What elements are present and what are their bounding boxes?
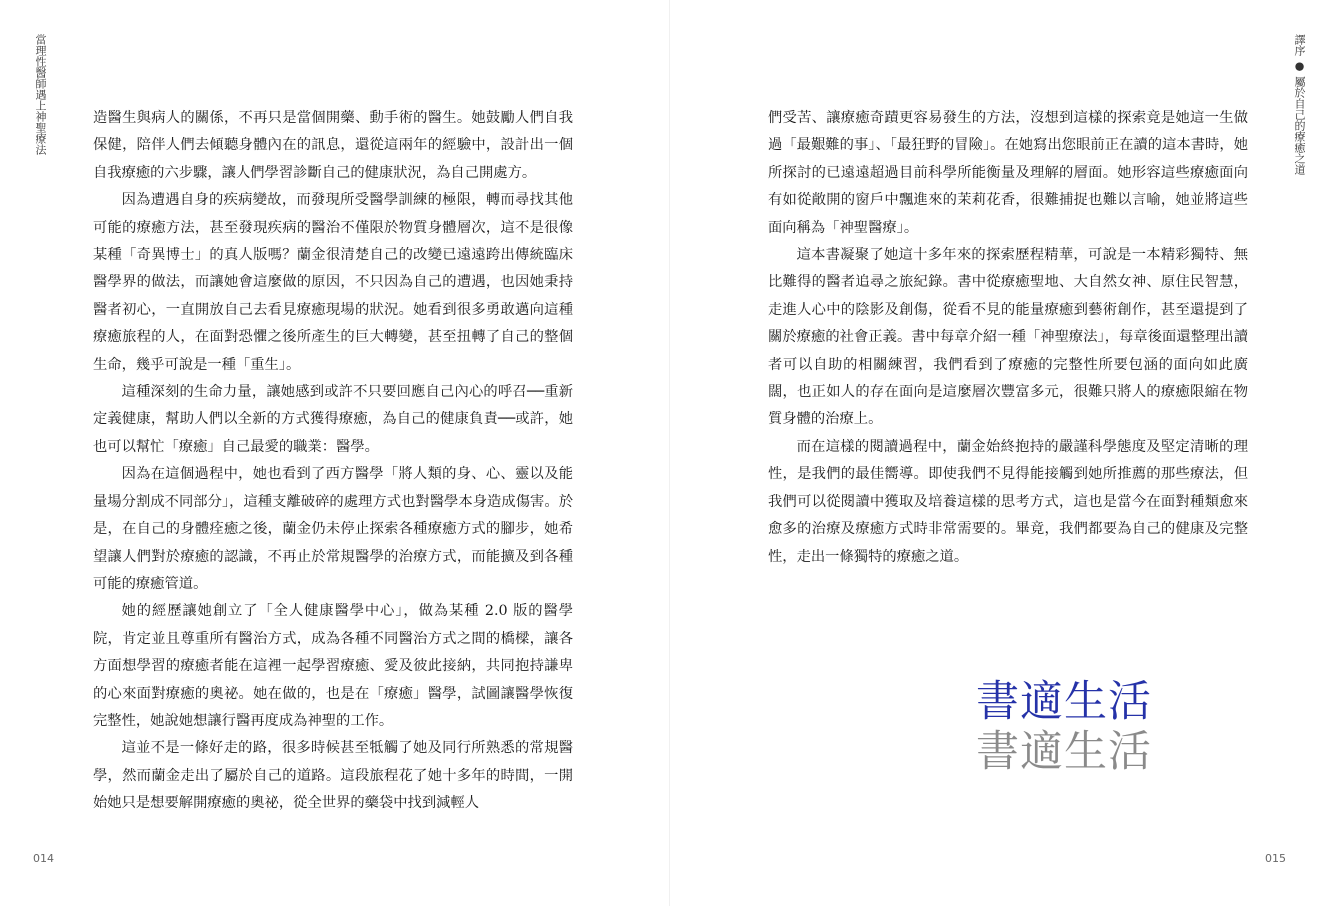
logo-line-blue: 書適生活 — [976, 677, 1152, 727]
body-text-right — [768, 105, 1248, 571]
left-page — [0, 0, 669, 906]
running-head-left: 當理性醫師遇上神聖療法 — [34, 34, 47, 155]
body-text-left — [93, 105, 573, 818]
paragraph: 她的經歷讓她創立了「全人健康醫學中心」，做為某種 2.0 版的醫學院，肯定並且尊重所有醫治方式，成為各種不同醫治方式之間的橋樑，讓各方面想學習的療癒者能在這裡一起學習療癒、愛及彼此接納，共同抱持謙卑的心來面對療癒的奧祕。她在做的，也是在「療癒」醫學，試圖讓醫學恢復完整性，她說她想讓行醫再度成為神聖的工作。 — [93, 603, 573, 729]
paragraph: 這種深刻的生命力量，讓她感到或許不只要回應自己內心的呼召──重新定義健康，幫助人們以全新的方式獲得療癒，為自己的健康負責──或許，她也可以幫忙「療癒」自己最愛的職業：醫學。 — [93, 384, 573, 455]
paragraph: 因為在這個過程中，她也看到了西方醫學「將人類的身、心、靈以及能量場分割成不同部分」，這種支離破碎的處理方式也對醫學本身造成傷害。於是，在自己的身體痊癒之後，蘭金仍未停止探索各種療癒方式的腳步，她希望讓人們對於療癒的認識，不再止於常規醫學的治療方式，而能擴及到各種可能的療癒管道。 — [93, 466, 573, 592]
page-number-right: 015 — [1265, 852, 1286, 865]
paragraph: 這本書凝聚了她這十多年來的探索歷程精華，可說是一本精彩獨特、無比難得的醫者追尋之旅紀錄。書中從療癒聖地、大自然女神、原住民智慧，走進人心中的陰影及創傷，從看不見的能量療癒到藝術創作，甚至還提到了關於療癒的社會正義。書中每章介紹一種「神聖療法」，每章後面還整理出讀者可以自助的相關練習，我們看到了療癒的完整性所要包涵的面向如此廣闊，也正如人的存在面向是這麼層次豐富多元，很難只將人的療癒限縮在物質身體的治療上。 — [768, 247, 1248, 428]
page-number-left: 014 — [33, 852, 54, 865]
right-page — [670, 0, 1339, 906]
paragraph: 造醫生與病人的關係，不再只是當個開藥、動手術的醫生。她鼓勵人們自我保健，陪伴人們去傾聽身體內在的訊息，還從這兩年的經驗中，設計出一個自我療癒的六步驟，讓人們學習診斷自己的健康狀況，為自己開處方。 — [93, 110, 573, 181]
paragraph: 這並不是一條好走的路，很多時候甚至牴觸了她及同行所熟悉的常規醫學，然而蘭金走出了屬於自己的道路。這段旅程花了她十多年的時間，一開始她只是想要解開療癒的奧祕，從全世界的藥袋中找到減輕人 — [93, 740, 573, 812]
paragraph: 們受苦、讓療癒奇蹟更容易發生的方法，沒想到這樣的探索竟是她這一生做過「最艱難的事」、「最狂野的冒險」。在她寫出您眼前正在讀的這本書時，她所探討的已遠遠超過目前科學所能衡量及理解的層面。她形容這些療癒面向有如從敞開的窗戶中飄進來的茉莉花香，很難捕捉也難以言喻，她並將這些面向稱為「神聖醫療」。 — [768, 110, 1248, 236]
paragraph: 而在這樣的閱讀過程中，蘭金始終抱持的嚴謹科學態度及堅定清晰的理性，是我們的最佳嚮導。即使我們不見得能接觸到她所推薦的那些療法，但我們可以從閱讀中獲取及培養這樣的思考方式，這也是當今在面對種類愈來愈多的治療及療癒方式時非常需要的。畢竟，我們都要為自己的健康及完整性，走出一條獨特的療癒之道。 — [768, 438, 1248, 565]
running-head-right: 譯序 ● 屬於自己的療癒之道 — [1293, 34, 1306, 175]
logo-line-gray: 書適生活 — [976, 727, 1152, 777]
publisher-logo — [976, 677, 1152, 777]
paragraph: 因為遭遇自身的疾病變故，而發現所受醫學訓練的極限，轉而尋找其他可能的療癒方法，甚至發現疾病的醫治不僅限於物質身體層次，這不是很像某種「奇異博士」的真人版嗎？蘭金很清楚自己的改變已遠遠跨出傳統臨床醫學界的做法，而讓她會這麼做的原因，不只因為自己的遭遇，也因她秉持醫者初心，一直開放自己去看見療癒現場的狀況。她看到很多勇敢邁向這種療癒旅程的人，在面對恐懼之後所產生的巨大轉變，甚至扭轉了自己的整個生命，幾乎可說是一種「重生」。 — [93, 192, 573, 373]
